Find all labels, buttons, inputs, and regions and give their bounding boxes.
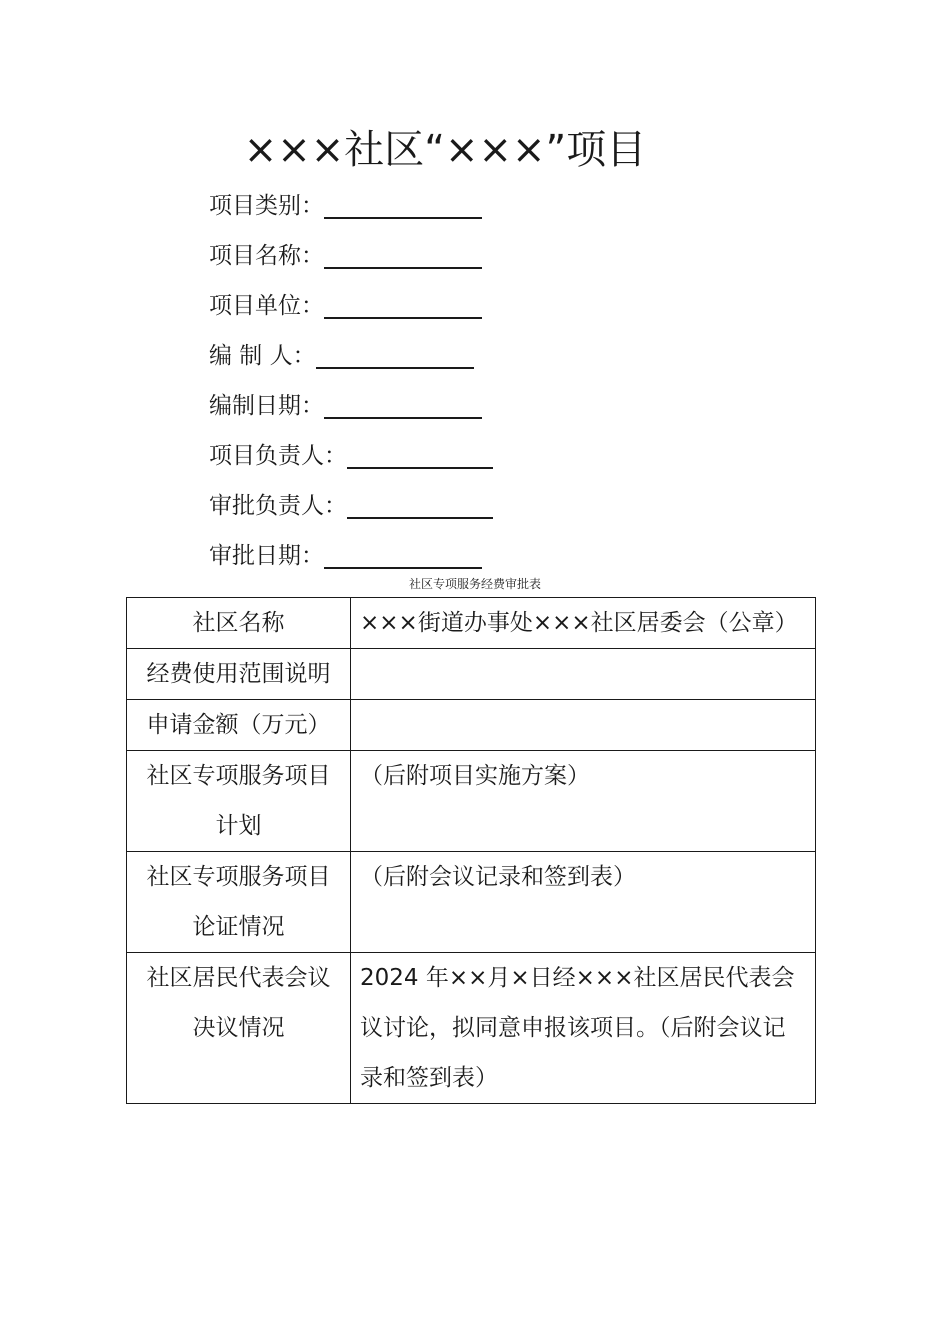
row-value[interactable]: （后附会议记录和签到表） (351, 852, 816, 953)
field-date (209, 378, 493, 428)
table-row (127, 953, 816, 1104)
row-value[interactable]: （后附项目实施方案） (351, 751, 816, 852)
fill-line[interactable] (324, 187, 482, 219)
row-value[interactable]: 2024 年××月×日经×××社区居民代表会议讨论，拟同意申报该项目。（后附会议记录和签到表） (351, 953, 816, 1104)
row-label: 社区居民代表会议决议情况 (127, 953, 351, 1104)
fill-line[interactable] (324, 387, 482, 419)
field-label: 编 制 人： (209, 342, 316, 369)
field-unit (209, 278, 493, 328)
row-label: 社区名称 (127, 598, 351, 649)
row-value[interactable]: ×××街道办事处×××社区居委会（公章） (351, 598, 816, 649)
field-approval-lead (209, 478, 493, 528)
row-label: 社区专项服务项目论证情况 (127, 852, 351, 953)
fill-line[interactable] (324, 287, 482, 319)
table-row (127, 649, 816, 700)
field-name (209, 228, 493, 278)
field-author (209, 328, 493, 378)
fill-line[interactable] (347, 487, 493, 519)
fill-line[interactable] (324, 237, 482, 269)
row-label: 申请金额（万元） (127, 700, 351, 751)
approval-table (126, 597, 816, 1104)
table-row (127, 700, 816, 751)
fill-line[interactable] (316, 337, 474, 369)
document-title: ×××社区“×××”项目 (243, 127, 647, 173)
row-label: 社区专项服务项目计划 (127, 751, 351, 852)
fill-line[interactable] (324, 537, 482, 569)
table-row (127, 598, 816, 649)
field-project-lead (209, 428, 493, 478)
project-fields (209, 178, 493, 578)
field-label: 项目名称： (209, 242, 324, 269)
field-label: 项目单位： (209, 292, 324, 319)
table-row (127, 751, 816, 852)
field-label: 审批负责人： (209, 492, 347, 519)
field-label: 项目类别： (209, 192, 324, 219)
table-row (127, 852, 816, 953)
fill-line[interactable] (347, 437, 493, 469)
field-category (209, 178, 493, 228)
field-label: 审批日期： (209, 542, 324, 569)
table-caption: 社区专项服务经费审批表 (408, 577, 541, 591)
row-label: 经费使用范围说明 (127, 649, 351, 700)
field-approval-date (209, 528, 493, 578)
field-label: 编制日期： (209, 392, 324, 419)
field-label: 项目负责人： (209, 442, 347, 469)
row-value[interactable] (351, 649, 816, 700)
row-value[interactable] (351, 700, 816, 751)
